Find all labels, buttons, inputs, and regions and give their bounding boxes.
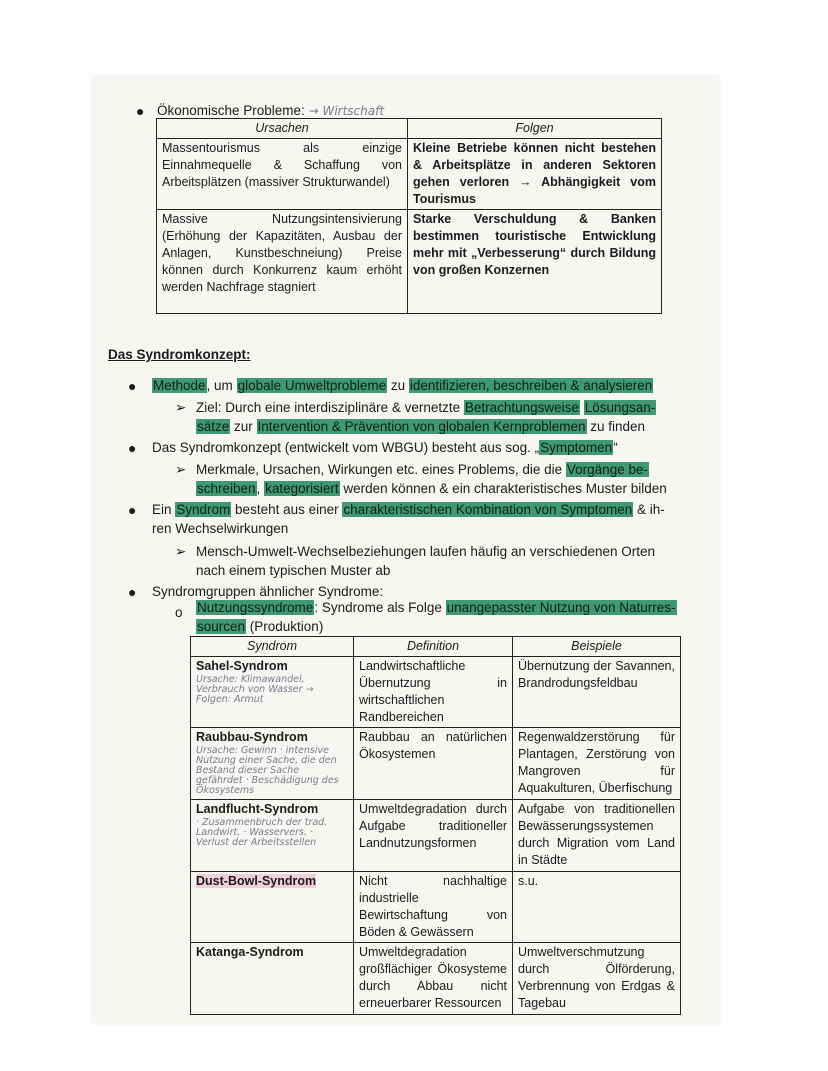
header-syndrom: Syndrom <box>191 637 354 657</box>
text: zu <box>387 378 409 393</box>
cell-definition: Nicht nachhaltige industrielle Bewirtschaftung von Böden & Gewässern <box>354 872 513 943</box>
cell-syndrom <box>191 728 354 800</box>
hl-syndrom: Syndrom <box>176 502 231 517</box>
syndrom-name: Sahel-Syndrom <box>196 659 288 673</box>
cell-definition: Landwirtschaftliche Übernutzung in wirtschaftlichen Randbereichen <box>354 657 513 728</box>
sub-merkmale <box>196 460 680 498</box>
hl-unangepasst: unangepasster Nutzung von Naturres- <box>446 600 676 615</box>
hl-methode: Methode <box>153 378 206 393</box>
hl-unangepasst: sourcen <box>197 619 246 634</box>
hl-umweltprobleme: globale Umweltprobleme <box>237 378 387 393</box>
cell-syndrom <box>191 872 354 943</box>
text: besteht aus einer <box>231 502 343 517</box>
syndrom-name: Dust-Bowl-Syndrom <box>196 874 317 888</box>
text: : Syndrome als Folge <box>314 600 446 615</box>
table-row <box>191 943 681 1015</box>
table-row <box>191 728 681 800</box>
cell-syndrom <box>191 657 354 728</box>
bullet-dot: ● <box>136 103 145 119</box>
syndrom-name: Katanga-Syndrom <box>196 945 304 959</box>
bullet-dot: ● <box>128 502 137 518</box>
text: Das Syndromkonzept (entwickelt vom WBGU) besteht aus sog. „ <box>152 440 540 455</box>
bullet-dot: ● <box>128 440 137 456</box>
cell-definition: Umweltdegradation großflächiger Ökosysteme durch Abbau nicht erneuerbarer Ressourcen <box>354 943 513 1015</box>
text: zu finden <box>586 419 646 434</box>
cell-folge: Starke Verschuldung & Banken bestimmen touristische Entwicklung mehr mit „Verbesserung“ durch Bildung von großen Konzernen <box>408 210 662 314</box>
syndrom-name: Raubbau-Syndrom <box>196 730 308 744</box>
text: “ <box>613 440 618 455</box>
cell-definition: Umweltdegradation durch Aufgabe traditioneller Landnutzungsformen <box>354 800 513 872</box>
cell-syndrom <box>191 800 354 872</box>
cell-beispiele: Aufgabe von traditionellen Bewässerungssystemen durch Migration vom Land in Städte <box>513 800 681 872</box>
hl-kategorisiert: kategorisiert <box>265 481 339 496</box>
cell-beispiele: Umweltverschmutzung durch Ölförderung, Verbrennung von Erdgas & Tagebau <box>513 943 681 1015</box>
arrow-bullet: ➢ <box>175 462 187 477</box>
oekonomisch-label: Ökonomische Probleme: <box>157 103 305 118</box>
bullet-methode <box>152 376 653 395</box>
arrow-bullet: ➢ <box>175 544 187 559</box>
oekonomisch-table <box>156 118 662 314</box>
circle-bullet: o <box>175 605 183 620</box>
header-beispiele: Beispiele <box>513 637 681 657</box>
syndromkonzept-heading: Das Syndromkonzept: <box>108 347 251 362</box>
table-row <box>157 210 662 314</box>
text: Mensch-Umwelt-Wechselbeziehungen laufen häufig an verschiedenen Orten <box>196 544 656 559</box>
table-row <box>191 657 681 728</box>
bullet-dot: ● <box>128 378 137 394</box>
hl-vorgaenge: schreiben <box>197 481 256 496</box>
header-definition: Definition <box>354 637 513 657</box>
text: , <box>256 481 265 496</box>
hl-loesungsansaetze: Lösungsan- <box>584 400 656 415</box>
cell-ursache: Massentourismus als einzige Einnahmequelle & Schaffung von Arbeitsplätzen (massiver Strukturwandel) <box>157 139 408 210</box>
bullet-wbgu <box>152 438 618 457</box>
table-row <box>157 139 662 210</box>
hl-symptomen: Symptomen <box>540 440 613 455</box>
hl-intervention: Intervention & Prävention von globalen Kernproblemen <box>257 419 586 434</box>
table-row <box>191 800 681 872</box>
syndrom-name: Landflucht-Syndrom <box>196 802 319 816</box>
hl-nutzungssyndrome: Nutzungssyndrome <box>197 600 314 615</box>
cell-folge: Kleine Betriebe können nicht bestehen & Arbeitsplätze in anderen Sektoren gehen verloren → Abhängigkeit vom Tourismus <box>408 139 662 210</box>
text: ren Wechselwirkungen <box>152 521 289 536</box>
header-ursachen: Ursachen <box>157 119 408 139</box>
cell-syndrom <box>191 943 354 1015</box>
handwritten-note: Ursache: Gewinn · intensive Nutzung einer Sache, die den Bestand dieser Sache gefährdet · Beschädigung des Ökosystems <box>196 745 339 796</box>
cell-definition: Raubbau an natürlichen Ökosystemen <box>354 728 513 800</box>
text: Ein <box>152 502 176 517</box>
text: nach einem typischen Muster ab <box>196 563 391 578</box>
text: (Produktion) <box>246 619 324 634</box>
handwritten-note: → Wirtschaft <box>308 104 385 118</box>
text: zur <box>230 419 257 434</box>
hl-loesungsansaetze: sätze <box>197 419 230 434</box>
sub-ziel <box>196 398 676 436</box>
text: , um <box>206 378 237 393</box>
sub-mensch-umwelt <box>196 542 680 580</box>
text: werden können & ein charakteristisches Muster bilden <box>339 481 667 496</box>
cell-ursache: Massive Nutzungsintensivierung (Erhöhung der Kapazitäten, Ausbau der Anlagen, Kunstbeschneiung) Preise können durch Konkurrenz kaum erhöht werden Nachfrage stagniert <box>157 210 408 314</box>
cell-beispiele: s.u. <box>513 872 681 943</box>
sub-nutzungssyndrome <box>196 598 686 636</box>
hl-kombination: charakteristischen Kombination von Symptomen <box>343 502 633 517</box>
hl-vorgaenge: Vorgänge be- <box>566 462 648 477</box>
text: Ziel: Durch eine interdisziplinäre & vernetzte <box>196 400 464 415</box>
text: & ih- <box>633 502 665 517</box>
bullet-syndrom <box>152 500 672 538</box>
text: Merkmale, Ursachen, Wirkungen etc. eines Problems, die die <box>196 462 566 477</box>
header-folgen: Folgen <box>408 119 662 139</box>
cell-beispiele: Regenwaldzerstörung für Plantagen, Zerstörung von Mangroven für Aquakulturen, Überfischung <box>513 728 681 800</box>
cell-beispiele: Übernutzung der Savannen, Brandrodungsfeldbau <box>513 657 681 728</box>
hl-identifizieren: identifizieren, beschreiben & analysieren <box>409 378 653 393</box>
table-row <box>191 872 681 943</box>
bullet-dot: ● <box>128 584 137 600</box>
handwritten-note: · Zusammenbruch der trad. Landwirt. · Wasservers. · Verlust der Arbeitsstellen <box>196 817 328 848</box>
handwritten-note: Ursache: Klimawandel, Verbrauch von Wasser → Folgen: Armut <box>196 674 314 705</box>
syndrome-table <box>190 636 681 1015</box>
arrow-bullet: ➢ <box>175 400 187 415</box>
hl-betrachtungsweise: Betrachtungsweise <box>464 400 579 415</box>
bullet-syndromgruppen: Syndromgruppen ähnlicher Syndrome: <box>152 584 384 599</box>
